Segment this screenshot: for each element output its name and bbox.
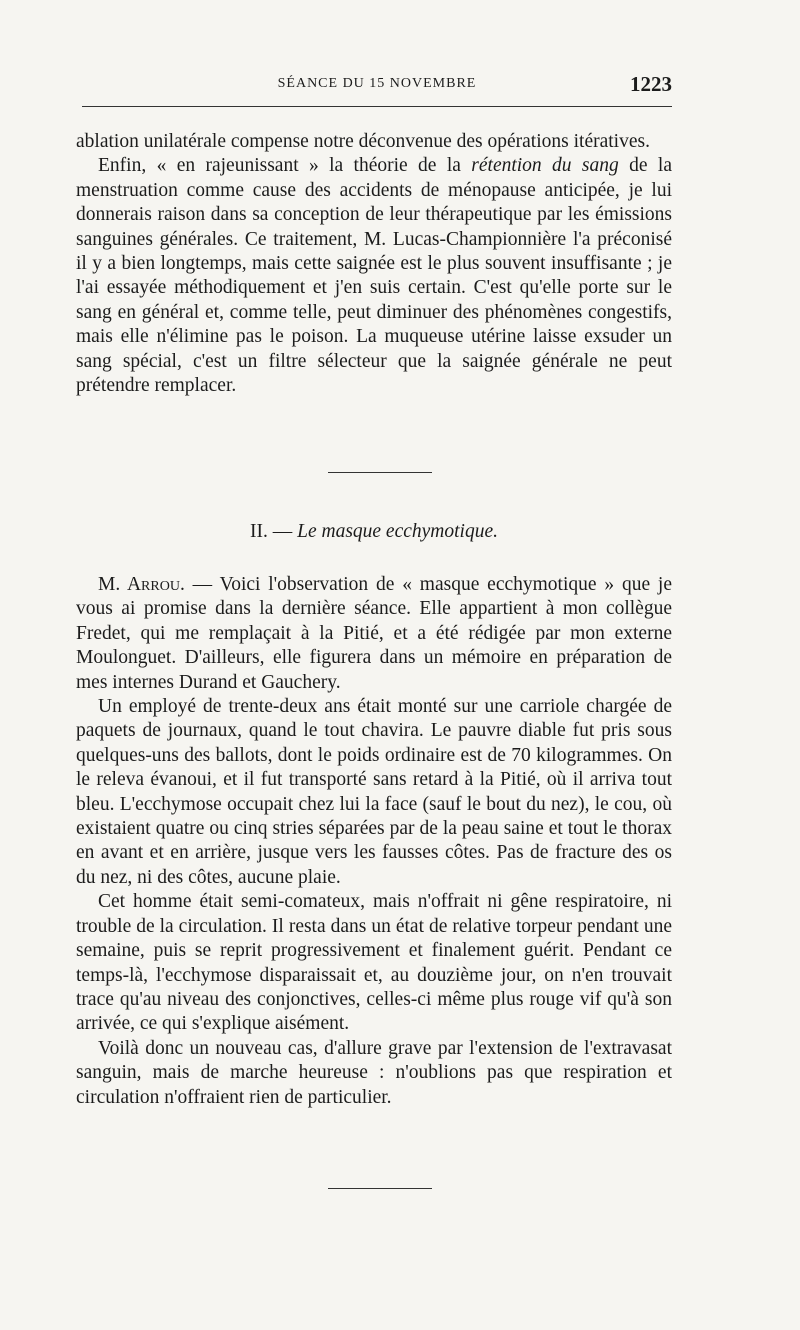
text-run: de la menstruation comme cause des accidents de ménopause anticipée, je lui donnerais raison dans sa conception de leur thérapeutique par les émissions sanguines générales. Ce traitement, M. Lucas-Championnière l'a préconisé il y a bien longtemps, mais cette saignée est le plus souvent insuffisante ; je l'ai essayée méthodiquement et j'en suis certain. C'est qu'elle porte sur le sang en général et, comme telle, peut diminuer des phénomènes congestifs, mais elle n'élimine pas le poison. La muqueuse utérine laisse exsuder un sang spécial, c'est un filtre sélecteur que la saignée générale ne peut prétendre remplacer. xyxy=(76,155,672,397)
section-number: II. — xyxy=(249,521,293,542)
header-rule xyxy=(82,106,672,107)
paragraph xyxy=(76,154,672,398)
page-number: 1223 xyxy=(630,72,672,96)
paragraph: Voilà donc un nouveau cas, d'allure grave par l'extension de l'extravasat sanguin, mais de marche heureuse : n'oublions pas que respiration et circulation n'offraient rien de particulier. xyxy=(76,1037,672,1108)
text-block-1 xyxy=(76,130,672,398)
italic-phrase: rétention du sang xyxy=(471,155,619,177)
speaker-name: M. Arrou. xyxy=(98,574,185,595)
section-separator xyxy=(328,472,432,473)
text-run: — Voici l'observation de « masque ecchymotique » que je vous ai promise dans la dernière séance. Elle appartient à mon collègue Fredet, qui me remplaçait à la Pitié, et a été rédigée par mon externe Moulonguet. D'ailleurs, elle figurera dans un mémoire en préparation de mes internes Durand et Gauchery. xyxy=(76,574,672,693)
section-heading xyxy=(76,521,672,543)
end-separator xyxy=(328,1188,432,1189)
paragraph: ablation unilatérale compense notre déconvenue des opérations itératives. xyxy=(76,131,650,152)
paragraph: Cet homme était semi-comateux, mais n'offrait ni gêne respiratoire, ni trouble de la circulation. Il resta dans un état de relative torpeur pendant une semaine, puis se reprit progressivement et finalement guérit. Pendant ce temps-là, l'ecchymose disparaissait et, au douzième jour, on n'en trouvait trace qu'au niveau des conjonctives, celles-ci même plus rouge vif qu'à son arrivée, ce qui s'explique aisément. xyxy=(76,891,672,1035)
section-title: Le masque ecchymotique. xyxy=(297,521,499,542)
running-head-title: SÉANCE DU 15 NOVEMBRE xyxy=(277,76,477,91)
paragraph: Un employé de trente-deux ans était monté sur une carriole chargée de paquets de journaux, quand le tout chavira. Le pauvre diable fut pris sous quelques-uns des ballots, dont le poids ordinaire est de 70 kilogrammes. On le releva évanoui, et il fut transporté sans retard à la Pitié, où il arriva tout bleu. L'ecchymose occupait chez lui la face (sauf le bout du nez), le cou, où existaient quatre ou cinq stries séparées par de la peau saine et tout le thorax en avant et en arrière, jusque vers les fausses côtes. Pas de fracture des os du nez, ni des côtes, aucune plaie. xyxy=(76,696,672,888)
text-run: Enfin, « en rajeunissant » la théorie de la xyxy=(98,155,472,177)
paragraph xyxy=(76,573,672,695)
running-head xyxy=(82,70,672,96)
text-block-2 xyxy=(76,573,672,1110)
